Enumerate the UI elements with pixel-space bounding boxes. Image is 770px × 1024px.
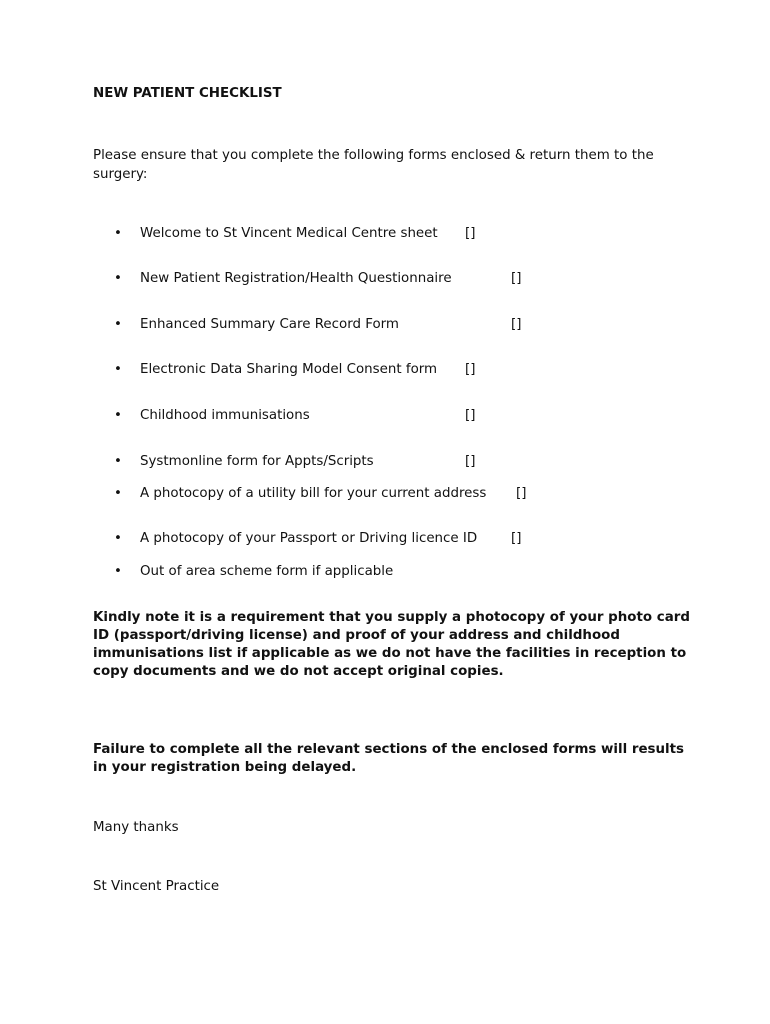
bullet-icon: • [114,486,122,501]
checkbox-marker: [] [465,454,476,469]
list-item-label: A photocopy of your Passport or Driving licence ID [140,531,478,546]
bullet-icon: • [114,362,122,377]
page-title: NEW PATIENT CHECKLIST [93,86,282,101]
bullet-icon: • [114,408,122,423]
bullet-icon: • [114,531,122,546]
list-item-label: New Patient Registration/Health Questionnaire [140,271,452,286]
bullet-icon: • [114,226,122,241]
list-item-label: Childhood immunisations [140,408,310,423]
requirement-note: Kindly note it is a requirement that you supply a photocopy of your photo card ID (passport/driving license) and proof of your address and childhood immunisations list if applicable as we do not have the facilities in reception to copy documents and we do not accept original copies. [93,610,690,679]
signature-text: St Vincent Practice [93,879,220,894]
intro-paragraph: Please ensure that you complete the following forms enclosed & return them to the surgery: [93,148,654,182]
checkbox-marker: [] [516,486,527,501]
checkbox-marker: [] [465,226,476,241]
checkbox-marker: [] [511,271,522,286]
closing-text: Many thanks [93,820,179,835]
checkbox-marker: [] [465,362,476,377]
list-item-label: Welcome to St Vincent Medical Centre sheet [140,226,438,241]
list-item-label: Electronic Data Sharing Model Consent form [140,362,438,377]
bullet-icon: • [114,454,122,469]
checkbox-marker: [] [511,531,522,546]
list-item-label: A photocopy of a utility bill for your current address [140,486,487,501]
bullet-icon: • [114,271,122,286]
checkbox-marker: [] [511,317,522,332]
bullet-icon: • [114,564,122,579]
list-item-label: Systmonline form for Appts/Scripts [140,454,374,469]
list-item-label: Out of area scheme form if applicable [140,564,394,579]
list-item-label: Enhanced Summary Care Record Form [140,317,399,332]
checkbox-marker: [] [465,408,476,423]
bullet-icon: • [114,317,122,332]
delay-warning: Failure to complete all the relevant sections of the enclosed forms will results in your registration being delayed. [93,742,685,775]
